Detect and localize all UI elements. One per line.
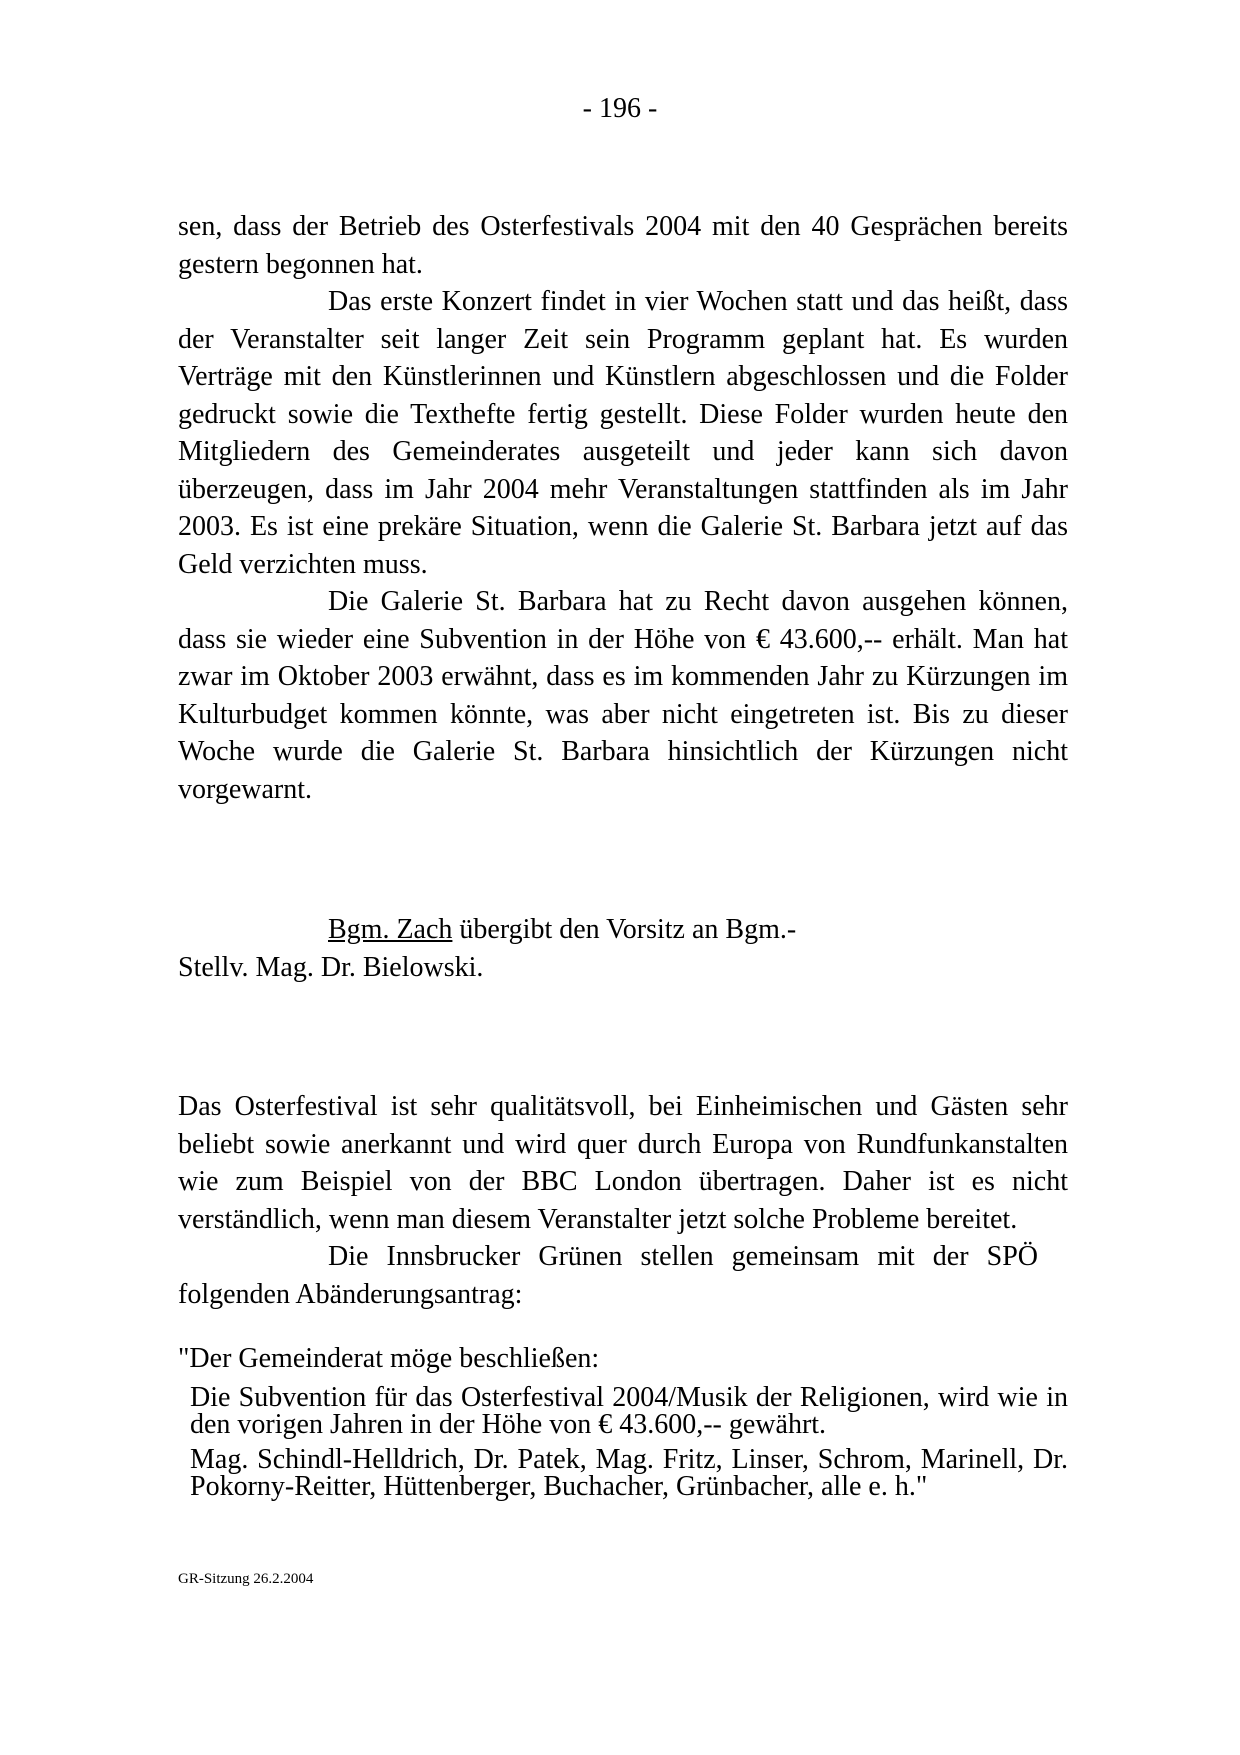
motion-heading: "Der Gemeinderat möge beschließen:: [178, 1343, 600, 1374]
chair-change-text: übergibt den Vorsitz an Bgm.-Stellv. Mag. Dr. Bielowski.: [178, 914, 797, 983]
paragraph: Das Osterfestival ist sehr qualitätsvoll, bei Einheimischen und Gästen sehr beliebt sowie anerkannt und wird quer durch Europa von Rundfunkanstalten wie zum Beispiel von der BBC London übertragen. Daher ist es nicht verständlich, wenn man diesem Veranstalter jetzt solche Probleme bereitet.: [178, 1091, 1068, 1235]
chair-change-note: [178, 911, 1068, 986]
paragraph: Das erste Konzert findet in vier Wochen statt und das heißt, dass der Veranstalter seit langer Zeit sein Programm geplant hat. Es wurden Verträge mit den Künstlerinnen und Künstlern abgeschlossen und die Folder gedruckt sowie die Texthefte fertig gestellt. Diese Folder wurden heute den Mitgliedern des Gemeinderates ausgeteilt und jeder kann sich davon überzeugen, dass im Jahr 2004 mehr Veranstaltungen stattfinden als im Jahr 2003. Es ist eine prekäre Situation, wenn die Galerie St. Barbara jetzt auf das Geld verzichten muss.: [178, 286, 1068, 580]
paragraph: Die Innsbrucker Grünen stellen gemeinsam mit der SPÖ folgenden Abänderungsantrag:: [178, 1241, 1038, 1310]
section-1: [178, 208, 1068, 808]
footer-session: GR-Sitzung 26.2.2004: [178, 1571, 314, 1587]
paragraph: [178, 911, 1068, 986]
page-number: - 196 -: [582, 93, 658, 124]
motion-body: Die Subvention für das Osterfestival 2004/Musik der Religionen, wird wie in den vorigen Jahren in der Höhe von € 43.600,-- gewährt.: [190, 1382, 1068, 1440]
motion-signers: Mag. Schindl-Helldrich, Dr. Patek, Mag. Fritz, Linser, Schrom, Marinell, Dr. Pokorny-Reitter, Hüttenberger, Buchacher, Grünbacher, alle e. h.": [190, 1444, 1068, 1502]
speaker-name: Bgm. Zach: [328, 914, 453, 945]
paragraph: Die Galerie St. Barbara hat zu Recht davon ausgehen können, dass sie wieder eine Subvention in der Höhe von € 43.600,-- erhält. Man hat zwar im Oktober 2003 erwähnt, dass es im kommenden Jahr zu Kürzungen im Kulturbudget kommen könnte, was aber nicht eingetreten ist. Bis zu dieser Woche wurde die Galerie St. Barbara hinsichtlich der Kürzungen nicht vorgewarnt.: [178, 586, 1068, 805]
paragraph: sen, dass der Betrieb des Osterfestivals 2004 mit den 40 Gesprächen bereits gestern begonnen hat.: [178, 211, 1068, 280]
section-2: [178, 1088, 1068, 1313]
